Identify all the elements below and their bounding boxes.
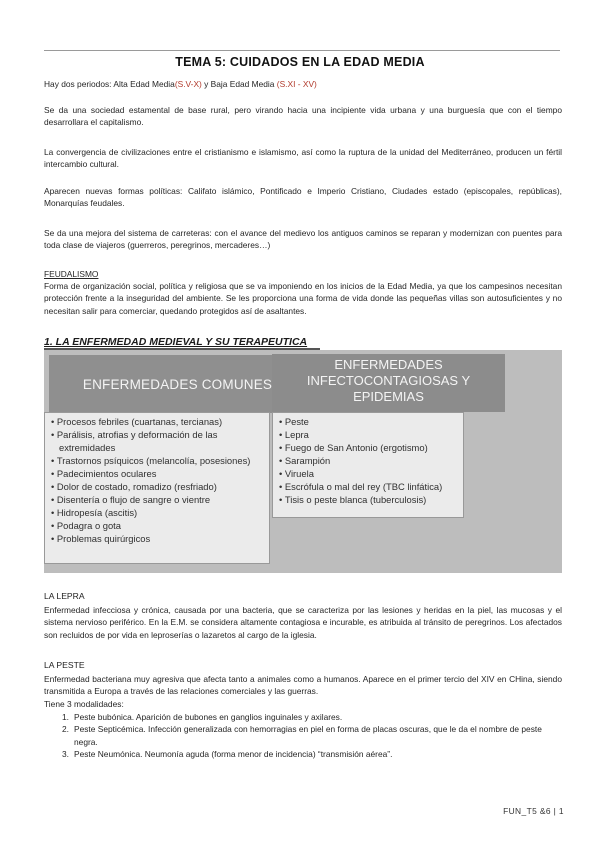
common-diseases-header: ENFERMEDADES COMUNES — [49, 355, 306, 413]
list-item: • Peste — [279, 415, 463, 428]
section-heading: 1. LA ENFERMEDAD MEDIEVAL Y SU TERAPEUTICA — [44, 336, 308, 348]
list-item: 2. Peste Septicémica. Infección generalizada con hemorragias en piel en forma de placas oscuras, que le da el nombre de peste negra. — [62, 724, 542, 747]
list-item: • Problemas quirúrgicos — [51, 532, 269, 545]
list-item: • Tisis o peste blanca (tuberculosis) — [279, 493, 463, 506]
disease-table — [44, 350, 562, 573]
infectious-diseases-list — [272, 412, 464, 518]
peste-text: Enfermedad bacteriana muy agresiva que afecta tanto a animales como a humanos. Aparece en el primer tercio del XIV en CHina, siendo transmitida a Europa a través de las relaciones comerciales y las guerras. — [44, 674, 562, 697]
list-item: • Hidropesía (ascitis) — [51, 506, 269, 519]
list-item: 3. Peste Neumónica. Neumonía aguda (forma menor de incidencia) “transmisión aérea”. — [62, 749, 393, 760]
list-item: • Sarampión — [279, 454, 463, 467]
list-item: • Viruela — [279, 467, 463, 480]
list-item: • Lepra — [279, 428, 463, 441]
common-diseases-list — [44, 412, 270, 564]
list-item: • Disentería o flujo de sangre o vientre — [51, 493, 269, 506]
list-item: • Podagra o gota — [51, 519, 269, 532]
feudalismo-text: Forma de organización social, política y religiosa que se va imponiendo en los inicios de la Edad Media, ya que los campesinos necesitan protección frente a la inseguridad del ambiente. Se les proporciona una forma de vida donde las pequeñas villas son autosuficientes y no necesitan salir para comerciar, quedando protegidos así de asaltantes. — [44, 281, 562, 316]
list-item: • Trastornos psíquicos (melancolía, posesiones) — [51, 454, 269, 467]
lepra-text: Enfermedad infecciosa y crónica, causada por una bacteria, que se caracteriza por las lesiones y heridas en la piel, las mucosas y el sistema nervioso periférico. En la E.M. se considera altamente contagiosa e incurable, es atribuida al tránsito de peregrinos. Los afectados son recluidos de por vida en leproserías o lazaretos al cargo de la iglesia. — [44, 605, 562, 640]
page-footer: FUN_T5 &6 | 1 — [503, 806, 564, 816]
list-item: • Escrófula o mal del rey (TBC linfática) — [279, 480, 463, 493]
list-item: • Parálisis, atrofias y deformación de las extremidades — [51, 428, 269, 454]
peste-modalidades: Tiene 3 modalidades: — [44, 699, 124, 709]
periods-line: Hay dos periodos: Alta Edad Media(S.V-X) y Baja Edad Media (S.XI - XV) — [44, 79, 317, 89]
list-item: • Padecimientos oculares — [51, 467, 269, 480]
list-item: • Fuego de San Antonio (ergotismo) — [279, 441, 463, 454]
intro-paragraph-2: La convergencia de civilizaciones entre el cristianismo e islamismo, así como la ruptura de la unidad del Mediterráneo, producen un fértil intercambio cultural. — [44, 147, 562, 170]
peste-heading: LA PESTE — [44, 660, 85, 670]
list-item: • Dolor de costado, romadizo (resfriado) — [51, 480, 269, 493]
feudalismo-heading: FEUDALISMO — [44, 269, 99, 279]
list-item: • Procesos febriles (cuartanas, tercianas) — [51, 415, 269, 428]
infectious-diseases-header: ENFERMEDADES INFECTOCONTAGIOSAS Y EPIDEMIAS — [272, 354, 505, 412]
intro-paragraph-4: Se da una mejora del sistema de carreteras: con el avance del medievo los antiguos caminos se reparan y modernizan con puentes para toda clase de viajeros (guerreros, peregrinos, mercaderes…) — [44, 228, 562, 251]
intro-paragraph-1: Se da una sociedad estamental de base rural, pero virando hacia una incipiente vida urbana y una burguesía que con el tiempo desarrollara el capitalismo. — [44, 105, 562, 128]
page-title: TEMA 5: CUIDADOS EN LA EDAD MEDIA — [175, 55, 425, 69]
top-rule — [44, 50, 560, 51]
lepra-heading: LA LEPRA — [44, 591, 85, 601]
intro-paragraph-3: Aparecen nuevas formas políticas: Califato islámico, Pontificado e Imperio Cristiano, Ciudades estado (episcopales, repúblicas), Monarquías feudales. — [44, 186, 562, 209]
list-item: 1. Peste bubónica. Aparición de bubones en ganglios inguinales y axilares. — [62, 712, 343, 722]
peste-list — [44, 711, 562, 761]
